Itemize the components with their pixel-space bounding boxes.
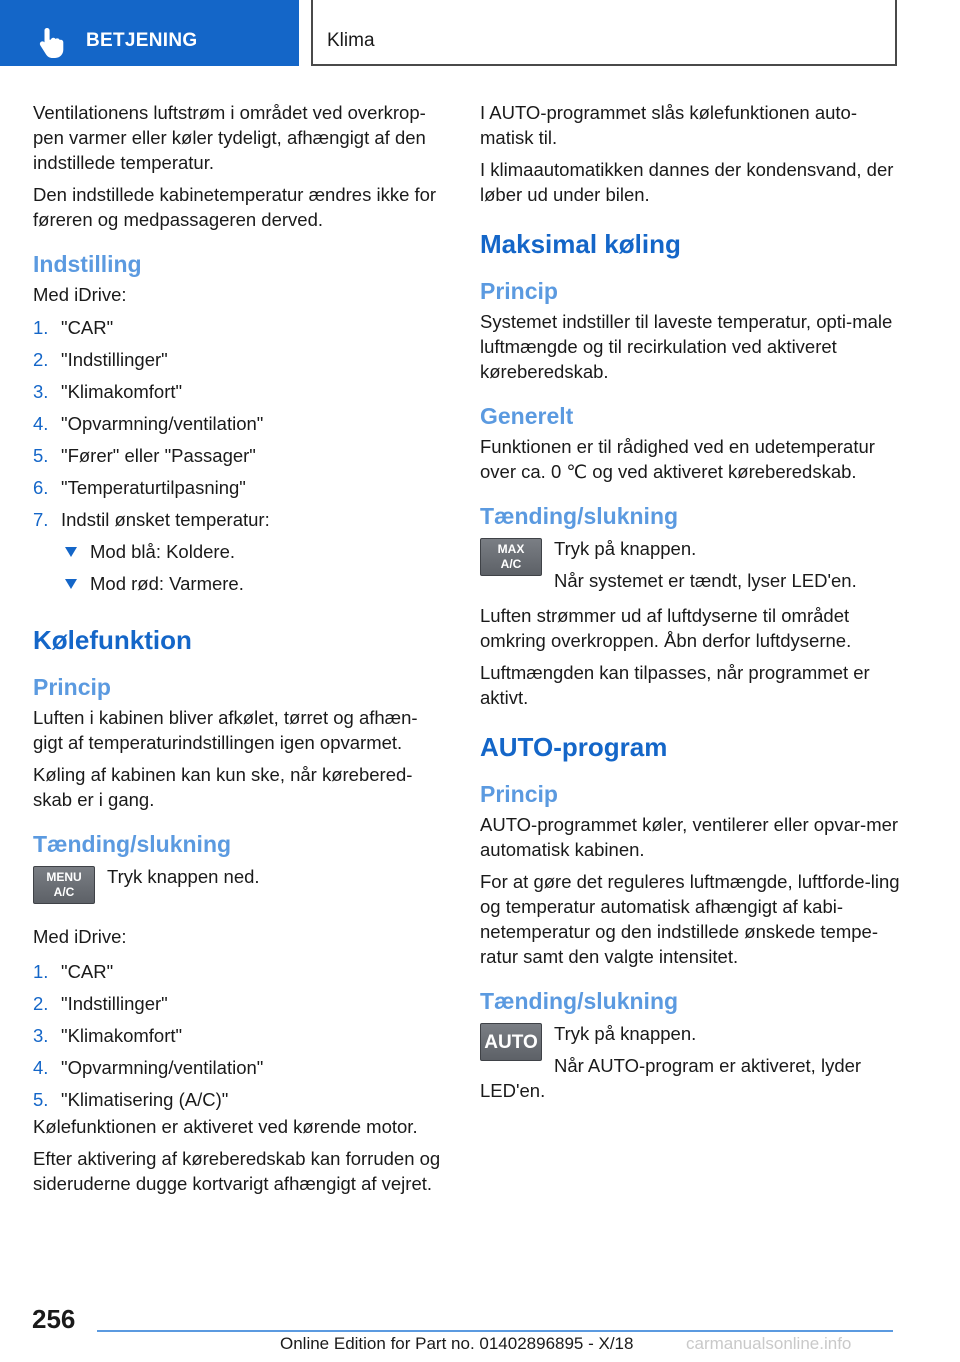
hand-pointer-icon xyxy=(38,26,68,58)
chapter-tab[interactable] xyxy=(0,0,299,66)
heading-indstilling: Indstilling xyxy=(33,251,142,277)
paragraph: Den indstillede kabinetemperatur ændres ikke for føreren og medpassageren derved. xyxy=(33,184,437,230)
paragraph: Luftmængden kan tilpasses, når programmet er aktivt. xyxy=(480,662,870,708)
paragraph: Når systemet er tændt, lyser LED'en. xyxy=(554,570,857,591)
paragraph: Med iDrive: xyxy=(33,926,127,947)
page-number: 256 xyxy=(32,1304,76,1334)
heading-maksimal-koling: Maksimal køling xyxy=(480,229,681,259)
list-item: 6. "Temperaturtilpasning" xyxy=(33,477,246,498)
paragraph: Ventilationens luftstrøm i området ved overkrop-pen varmer eller køler tydeligt, afhængigt af den indstillede temperatur. xyxy=(33,102,426,173)
auto-button-icon: AUTO xyxy=(480,1023,542,1061)
list-item: Mod blå: Koldere. xyxy=(33,539,443,571)
paragraph: Med iDrive: xyxy=(33,284,127,305)
heading-kolefunktion: Kølefunktion xyxy=(33,625,192,655)
list-item: 4. "Opvarmning/ventilation" xyxy=(33,1057,264,1078)
heading-taending: Tænding/slukning xyxy=(33,831,232,857)
paragraph: Tryk på knappen. xyxy=(554,538,697,559)
list-item: Mod rød: Varmere. xyxy=(33,571,443,603)
list-item: 2. "Indstillinger" xyxy=(33,993,168,1014)
max-ac-button-icon: MAX A/C xyxy=(480,538,542,576)
heading-taending: Tænding/slukning xyxy=(480,503,679,529)
button-instruction xyxy=(480,1021,900,1103)
list-item: 5. "Fører" eller "Passager" xyxy=(33,445,256,466)
paragraph: Systemet indstiller til laveste temperatur, opti-male luftmængde og til recirkulation ved aktiveret køreberedskab. xyxy=(480,311,893,382)
page-header xyxy=(0,0,960,66)
paragraph: AUTO-programmet køler, ventilerer eller opvar-mer automatisk kabinen. xyxy=(480,814,899,860)
section-tab[interactable] xyxy=(311,0,897,66)
paragraph: I klimaautomatikken dannes der kondensvand, der løber ud under bilen. xyxy=(480,159,894,205)
button-instruction xyxy=(480,536,900,593)
heading-auto-program: AUTO-program xyxy=(480,732,668,762)
paragraph: Tryk på knappen. xyxy=(554,1023,697,1044)
paragraph: Luften strømmer ud af luftdyserne til området omkring overkroppen. Åbn derfor luftdyserne. xyxy=(480,605,852,651)
list-item: 5. "Klimatisering (A/C)" xyxy=(33,1089,229,1110)
button-instruction xyxy=(33,864,443,914)
footer-divider xyxy=(97,1330,893,1332)
list-item: 7. Indstil ønsket temperatur: xyxy=(33,509,270,530)
watermark-text: carmanualsonline.info xyxy=(686,1334,852,1353)
heading-generelt: Generelt xyxy=(480,403,574,429)
right-column xyxy=(480,100,900,1113)
edition-text: Online Edition for Part no. 01402896895 - X/18 xyxy=(280,1334,634,1353)
steps-list xyxy=(33,315,443,539)
paragraph: Funktionen er til rådighed ved en udetemperatur over ca. 0 ℃ og ved aktiveret køreberedskab. xyxy=(480,436,875,482)
heading-princip: Princip xyxy=(480,781,558,807)
paragraph: Køling af kabinen kan kun ske, når kørebered-skab er i gang. xyxy=(33,764,413,810)
triangle-bullet-icon xyxy=(65,579,77,589)
paragraph: Luften i kabinen bliver afkølet, tørret og afhæn-gigt af temperaturindstillingen igen opvarmet. xyxy=(33,707,418,753)
paragraph: I AUTO-programmet slås kølefunktionen auto-matisk til. xyxy=(480,102,858,148)
paragraph: Kølefunktionen er aktiveret ved kørende motor. xyxy=(33,1116,418,1137)
section-label: Klima xyxy=(327,30,375,51)
list-item: 4. "Opvarmning/ventilation" xyxy=(33,413,264,434)
paragraph: Når AUTO-program er aktiveret, lyder LED'en. xyxy=(480,1055,862,1101)
paragraph: Efter aktivering af køreberedskab kan forruden og sideruderne dugge kortvarigt afhængigt af vejret. xyxy=(33,1148,441,1194)
list-item: 2. "Indstillinger" xyxy=(33,349,168,370)
heading-princip: Princip xyxy=(33,674,111,700)
steps-list xyxy=(33,959,443,1114)
heading-taending: Tænding/slukning xyxy=(480,988,679,1014)
chapter-label: BETJENING xyxy=(86,30,198,51)
list-item: 3. "Klimakomfort" xyxy=(33,1025,183,1046)
heading-princip: Princip xyxy=(480,278,558,304)
bullet-list xyxy=(33,539,443,603)
paragraph: For at gøre det reguleres luftmængde, luftforde-ling og temperatur automatisk afhængigt af kabi-netemperatur og den indstillede ønskede tempe-ratur samt den valgte intensitet. xyxy=(480,871,900,967)
list-item: 1. "CAR" xyxy=(33,961,114,982)
menu-ac-button-icon: MENU A/C xyxy=(33,866,95,904)
left-column xyxy=(33,100,443,1203)
triangle-bullet-icon xyxy=(65,547,77,557)
page-footer xyxy=(0,1290,960,1362)
list-item: 1. "CAR" xyxy=(33,317,114,338)
list-item: 3. "Klimakomfort" xyxy=(33,381,183,402)
paragraph: Tryk knappen ned. xyxy=(107,866,260,887)
